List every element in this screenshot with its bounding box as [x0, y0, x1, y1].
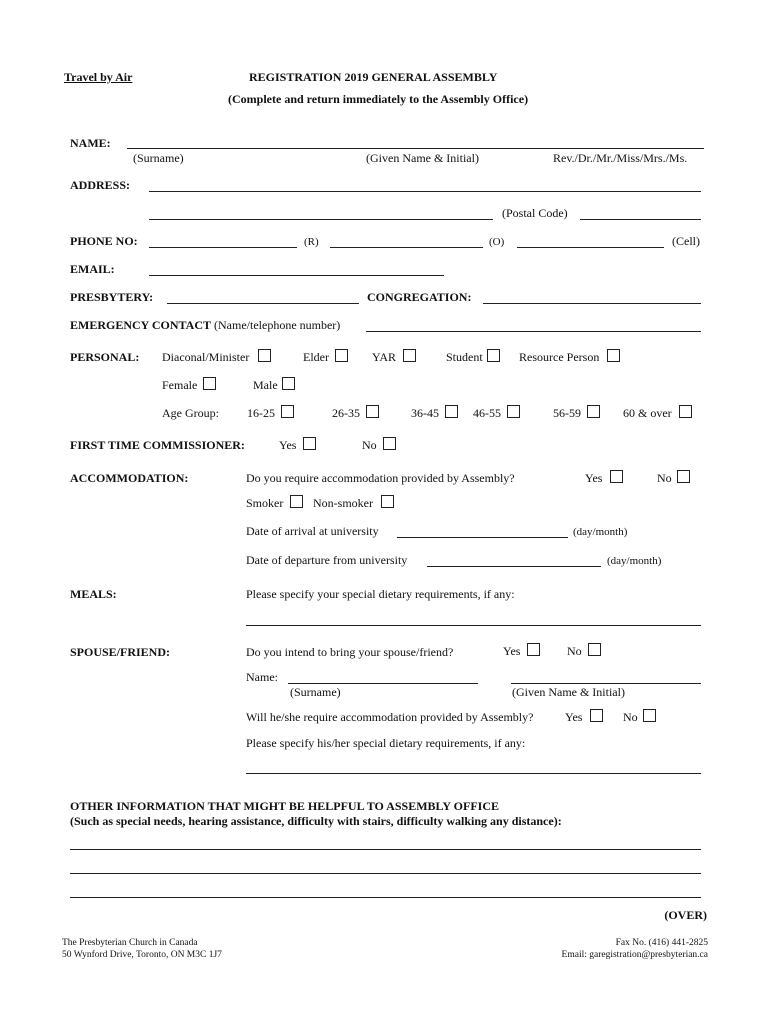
non-smoker-checkbox[interactable] — [381, 495, 394, 508]
surname-hint: (Surname) — [133, 151, 184, 165]
name-label: NAME: — [70, 136, 111, 150]
title-hint: Rev./Dr./Mr./Miss/Mrs./Ms. — [553, 151, 688, 165]
emergency-contact-label: EMERGENCY CONTACT — [70, 318, 212, 332]
spouse-accommodation-question: Will he/she require accommodation provided by Assembly? — [246, 710, 534, 724]
spouse-no-checkbox[interactable] — [588, 643, 601, 656]
elder-label: Elder — [303, 350, 329, 364]
email-field[interactable] — [149, 275, 444, 276]
spouse-accommodation-yes-label: Yes — [565, 710, 583, 724]
phone-cell-hint: (Cell) — [672, 234, 700, 248]
diaconal-minister-checkbox[interactable] — [258, 349, 271, 362]
age-group-label: Age Group: — [162, 406, 219, 420]
spouse-no-label: No — [567, 644, 582, 658]
congregation-label: CONGREGATION: — [367, 290, 472, 304]
resource-person-checkbox[interactable] — [607, 349, 620, 362]
meals-label: MEALS: — [70, 587, 117, 601]
spouse-accommodation-no-checkbox[interactable] — [643, 709, 656, 722]
postal-code-field[interactable] — [580, 219, 701, 220]
yar-checkbox[interactable] — [403, 349, 416, 362]
footer-address: 50 Wynford Drive, Toronto, ON M3C 1J7 — [62, 950, 222, 960]
name-field[interactable] — [127, 148, 704, 149]
emergency-contact-field[interactable] — [366, 331, 701, 332]
smoker-checkbox[interactable] — [290, 495, 303, 508]
male-checkbox[interactable] — [282, 377, 295, 390]
departure-date-hint: (day/month) — [607, 555, 662, 567]
first-time-no-label: No — [362, 438, 377, 452]
meals-question: Please specify your special dietary requirements, if any: — [246, 587, 515, 601]
given-name-hint: (Given Name & Initial) — [366, 151, 479, 165]
elder-checkbox[interactable] — [335, 349, 348, 362]
accommodation-yes-label: Yes — [585, 471, 603, 485]
congregation-field[interactable] — [483, 303, 701, 304]
male-label: Male — [253, 378, 278, 392]
other-info-title: OTHER INFORMATION THAT MIGHT BE HELPFUL TO ASSEMBLY OFFICE — [70, 799, 499, 813]
form-title: REGISTRATION 2019 GENERAL ASSEMBLY — [249, 70, 498, 84]
age-46-55-checkbox[interactable] — [507, 405, 520, 418]
spouse-diet-question: Please specify his/her special dietary requirements, if any: — [246, 736, 526, 750]
female-label: Female — [162, 378, 198, 392]
age-56-59-checkbox[interactable] — [587, 405, 600, 418]
female-checkbox[interactable] — [203, 377, 216, 390]
accommodation-no-checkbox[interactable] — [677, 470, 690, 483]
yar-label: YAR — [372, 350, 397, 364]
age-26-35-label: 26-35 — [332, 406, 360, 420]
address-field-line1[interactable] — [149, 191, 701, 192]
personal-label: PERSONAL: — [70, 350, 140, 364]
emergency-contact-hint: (Name/telephone number) — [214, 318, 341, 332]
student-label: Student — [446, 350, 483, 364]
age-16-25-label: 16-25 — [247, 406, 275, 420]
departure-date-field[interactable] — [427, 566, 601, 567]
arrival-date-hint: (day/month) — [573, 526, 628, 538]
age-46-55-label: 46-55 — [473, 406, 501, 420]
postal-code-hint: (Postal Code) — [502, 206, 568, 220]
accommodation-question: Do you require accommodation provided by Assembly? — [246, 471, 515, 485]
student-checkbox[interactable] — [487, 349, 500, 362]
phone-office-hint: (O) — [489, 236, 505, 248]
footer-organization: The Presbyterian Church in Canada — [62, 938, 198, 948]
presbytery-label: PRESBYTERY: — [70, 290, 154, 304]
first-time-yes-checkbox[interactable] — [303, 437, 316, 450]
arrival-date-field[interactable] — [397, 537, 568, 538]
phone-label: PHONE NO: — [70, 234, 138, 248]
spouse-yes-checkbox[interactable] — [527, 643, 540, 656]
accommodation-no-label: No — [657, 471, 672, 485]
phone-cell-field[interactable] — [517, 247, 664, 248]
address-label: ADDRESS: — [70, 178, 131, 192]
age-56-59-label: 56-59 — [553, 406, 581, 420]
spouse-given-name-field[interactable] — [511, 683, 701, 684]
spouse-given-name-hint: (Given Name & Initial) — [512, 685, 625, 699]
spouse-friend-label: SPOUSE/FRIEND: — [70, 645, 171, 659]
footer-email[interactable]: Email: garegistration@presbyterian.ca — [561, 950, 708, 960]
address-field-line2[interactable] — [149, 219, 493, 220]
spouse-dietary-field[interactable] — [246, 773, 701, 774]
phone-office-field[interactable] — [330, 247, 483, 248]
departure-date-label: Date of departure from university — [246, 553, 408, 567]
spouse-accommodation-no-label: No — [623, 710, 638, 724]
first-time-no-checkbox[interactable] — [383, 437, 396, 450]
spouse-accommodation-yes-checkbox[interactable] — [590, 709, 603, 722]
travel-label: Travel by Air — [64, 70, 133, 84]
spouse-question: Do you intend to bring your spouse/friend? — [246, 645, 454, 659]
other-info-field-line2[interactable] — [70, 873, 701, 874]
over-indicator: (OVER) — [664, 908, 707, 922]
other-info-field-line1[interactable] — [70, 849, 701, 850]
spouse-surname-field[interactable] — [288, 683, 478, 684]
dietary-requirements-field[interactable] — [246, 625, 701, 626]
spouse-yes-label: Yes — [503, 644, 521, 658]
phone-residence-hint: (R) — [304, 236, 319, 248]
other-info-field-line3[interactable] — [70, 897, 701, 898]
diaconal-minister-label: Diaconal/Minister — [162, 350, 250, 364]
resource-person-label: Resource Person — [519, 350, 600, 364]
accommodation-yes-checkbox[interactable] — [610, 470, 623, 483]
form-subtitle: (Complete and return immediately to the Assembly Office) — [228, 92, 529, 106]
spouse-name-label: Name: — [246, 670, 278, 684]
other-info-subtitle: (Such as special needs, hearing assistance, difficulty with stairs, difficulty walking any distance): — [70, 814, 562, 828]
emergency-contact-label-row — [70, 318, 340, 333]
age-16-25-checkbox[interactable] — [281, 405, 294, 418]
email-label: EMAIL: — [70, 262, 115, 276]
accommodation-label: ACCOMMODATION: — [70, 471, 189, 485]
non-smoker-label: Non-smoker — [313, 496, 373, 510]
phone-residence-field[interactable] — [149, 247, 297, 248]
first-time-commissioner-label: FIRST TIME COMMISSIONER: — [70, 438, 245, 452]
age-36-45-checkbox[interactable] — [445, 405, 458, 418]
age-36-45-label: 36-45 — [411, 406, 439, 420]
age-60-over-checkbox[interactable] — [679, 405, 692, 418]
smoker-label: Smoker — [246, 496, 284, 510]
age-60-over-label: 60 & over — [623, 406, 672, 420]
age-26-35-checkbox[interactable] — [366, 405, 379, 418]
presbytery-field[interactable] — [167, 303, 359, 304]
arrival-date-label: Date of arrival at university — [246, 524, 379, 538]
footer-fax: Fax No. (416) 441-2825 — [615, 938, 708, 948]
spouse-surname-hint: (Surname) — [290, 685, 341, 699]
first-time-yes-label: Yes — [279, 438, 297, 452]
